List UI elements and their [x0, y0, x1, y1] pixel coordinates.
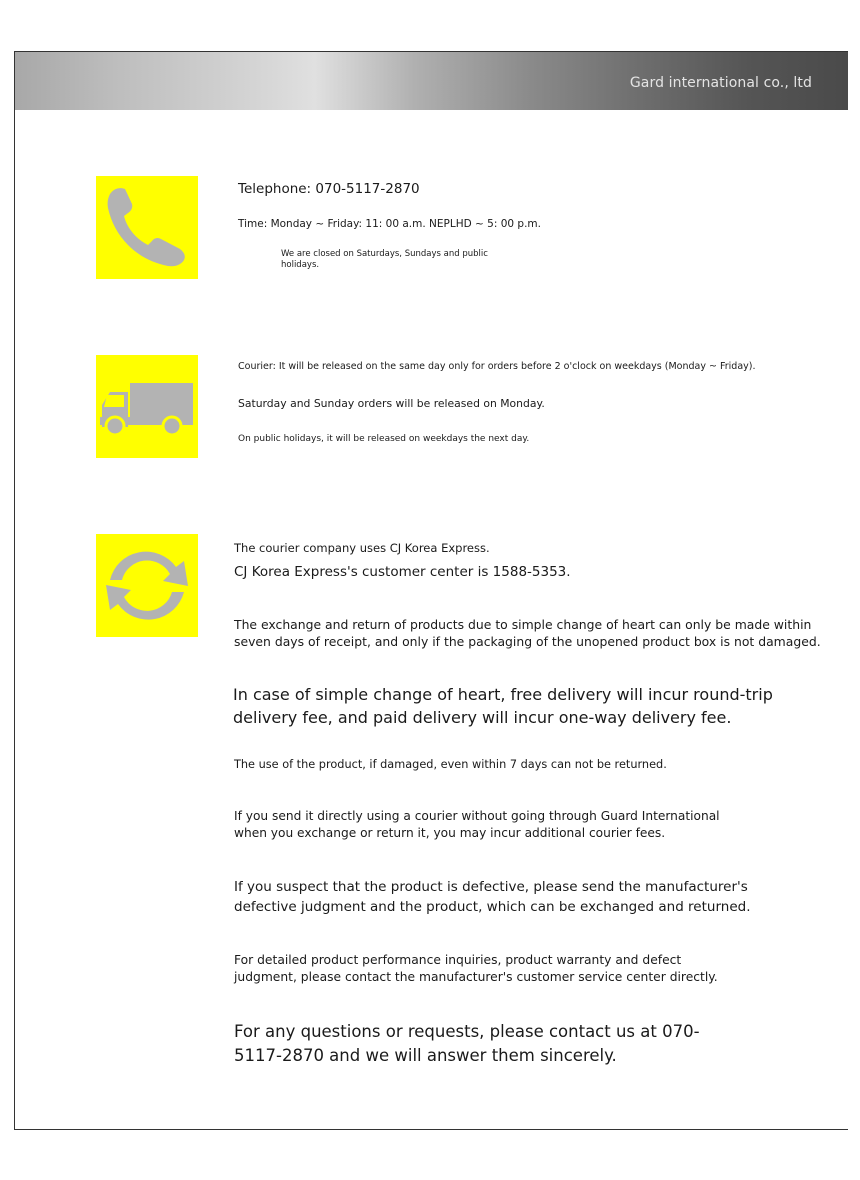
damaged-policy: The use of the product, if damaged, even within 7 days can not be returned. — [234, 758, 667, 771]
closed-note: We are closed on Saturdays, Sundays and public holidays. — [281, 249, 488, 271]
direct-courier-fees: If you send it directly using a courier without going through Guard International when you exchange or return it, you may incur additional courier fees. — [234, 809, 720, 840]
business-hours: Time: Monday ~ Friday: 11: 00 a.m. NEPLHD ~ 5: 00 p.m. — [238, 218, 541, 230]
courier-release: Courier: It will be released on the same day only for orders before 2 o'clock on weekdays (Monday ~ Friday). — [238, 361, 756, 372]
exchange-policy: The exchange and return of products due to simple change of heart can only be made within seven days of receipt, and only if the packaging of the unopened product box is not damaged. — [234, 617, 821, 650]
holiday-release: On public holidays, it will be released on weekdays the next day. — [238, 434, 530, 444]
phone-icon — [96, 176, 198, 279]
company-name: Gard international co., ltd — [629, 75, 812, 91]
defective-policy: If you suspect that the product is defective, please send the manufacturer's defective judgment and the product, which can be exchanged and returned. — [234, 879, 751, 915]
manufacturer-inquiries: For detailed product performance inquiries, product warranty and defect judgment, please contact the manufacturer's customer service center directly. — [234, 953, 718, 984]
delivery-fee-policy: In case of simple change of heart, free delivery will incur round-trip delivery fee, and paid delivery will incur one-way delivery fee. — [233, 685, 773, 728]
telephone-line: Telephone: 070-5117-2870 — [238, 181, 420, 197]
courier-customer-center: CJ Korea Express's customer center is 1588-5353. — [234, 564, 571, 580]
header-banner — [15, 52, 848, 110]
exchange-arrows-icon — [96, 534, 198, 637]
truck-icon — [96, 355, 198, 458]
courier-company: The courier company uses CJ Korea Express. — [234, 541, 490, 555]
contact-us: For any questions or requests, please contact us at 070-5117-2870 and we will answer them sincerely. — [234, 1022, 700, 1065]
weekend-release: Saturday and Sunday orders will be released on Monday. — [238, 397, 545, 410]
